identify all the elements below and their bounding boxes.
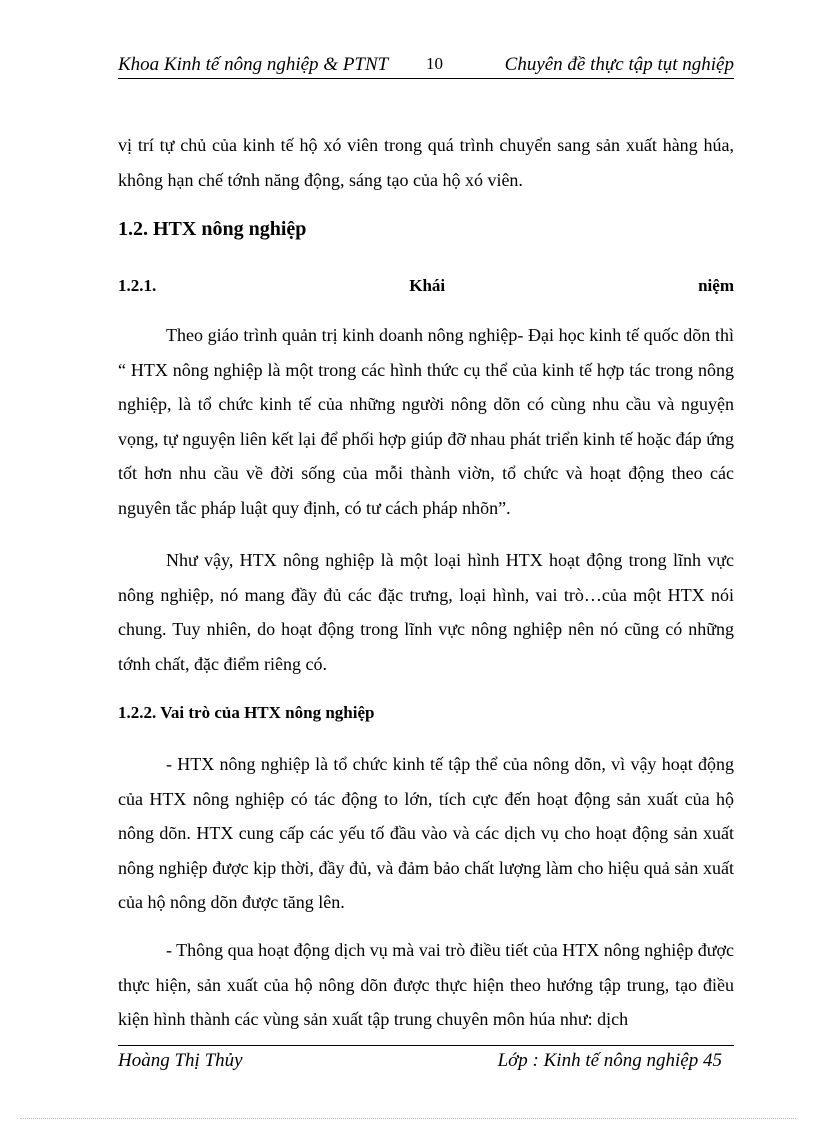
page-number: 10 xyxy=(426,54,443,73)
subsection-number: 1.2.1. xyxy=(118,276,157,295)
page-header xyxy=(118,52,734,79)
page-edge-divider xyxy=(20,1118,796,1119)
paragraph-intro: vị trí tự chủ của kinh tế hộ xó viên trong quá trình chuyển sang sản xuất hàng húa, không hạn chế tớnh năng động, sáng tạo của hộ xó viên. xyxy=(118,135,734,190)
header-title: Chuyên đề thực tập tụt nghiệp xyxy=(504,54,734,75)
paragraph-role-1: - HTX nông nghiệp là tổ chức kinh tế tập thể của nông dõn, vì vậy hoạt động của HTX nông nghiệp có tác động to lớn, tích cực đến hoạt động sản xuất của hộ nông dõn. HTX cung cấp các yếu tố đầu vào và các dịch vụ cho hoạt động sản xuất nông nghiệp được kịp thời, đầy đủ, và đảm bảo chất lượng làm cho hiệu quả sản xuất của hộ nông dõn được tăng lên. xyxy=(118,754,734,912)
subsection-heading-concept xyxy=(118,276,734,296)
subsection-word: Khái xyxy=(409,276,446,295)
subsection-heading-role: 1.2.2. Vai trò của HTX nông nghiệp xyxy=(118,703,375,722)
footer-author: Hoàng Thị Thủy xyxy=(118,1050,243,1071)
header-faculty: Khoa Kinh tế nông nghiệp & PTNT xyxy=(118,54,389,75)
paragraph-definition: Theo giáo trình quản trị kinh doanh nông nghiệp- Đại học kinh tế quốc dõn thì “ HTX nông nghiệp là một trong các hình thức cụ thể của kinh tế hợp tác trong nông nghiệp, là tổ chức kinh tế của những người nông dõn có cùng nhu cầu và nguyện vọng, tự nguyện liên kết lại để phối hợp giúp đỡ nhau phát triển kinh tế hoặc đáp ứng tốt hơn nhu cầu về đời sống của mỗi thành viờn, tổ chức và hoạt động theo các nguyên tắc pháp luật quy định, có tư cách pháp nhõn”. xyxy=(118,325,734,518)
section-heading: 1.2. HTX nông nghiệp xyxy=(118,218,307,240)
subsection-word: niệm xyxy=(698,276,734,295)
paragraph-role-2: - Thông qua hoạt động dịch vụ mà vai trò điều tiết của HTX nông nghiệp được thực hiện, sản xuất của hộ nông dõn được thực hiện theo hướng tập trung, tạo điều kiện hình thành các vùng sản xuất tập trung chuyên môn húa như: dịch xyxy=(118,940,734,1029)
paragraph-summary: Như vậy, HTX nông nghiệp là một loại hình HTX hoạt động trong lĩnh vực nông nghiệp, nó mang đầy đủ các đặc trưng, loại hình, vai trò…của một HTX nói chung. Tuy nhiên, do hoạt động trong lĩnh vực nông nghiệp nên nó cũng có những tớnh chất, đặc điểm riêng có. xyxy=(118,550,734,674)
footer-class: Lớp : Kinh tế nông nghiệp 45 xyxy=(497,1050,722,1071)
page-footer xyxy=(118,1045,734,1076)
